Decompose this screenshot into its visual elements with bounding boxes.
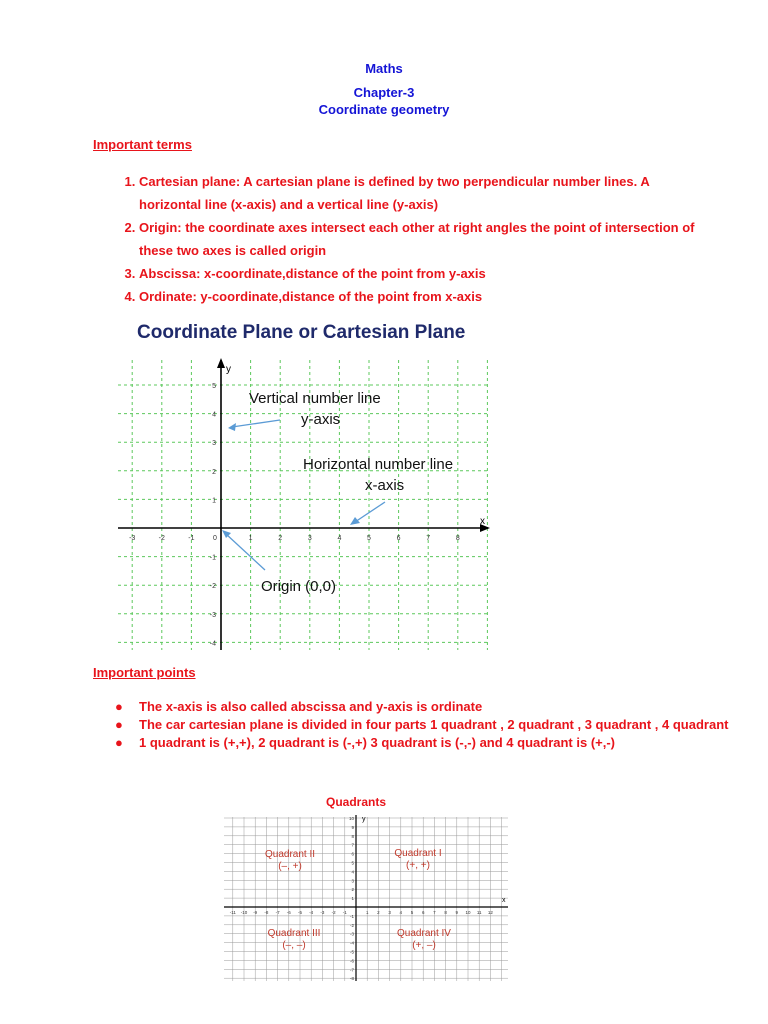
horizontal-arrow-icon — [350, 517, 360, 525]
figure1-y-tick-labels — [210, 383, 216, 647]
origin-arrow-line — [226, 534, 265, 570]
y-axis-arrowhead-icon — [217, 358, 225, 368]
figure2-y-letter: y — [362, 816, 366, 823]
y-tick-label: 1 — [212, 497, 216, 505]
x-tick-label: -3 — [129, 535, 136, 542]
point-item: ● 1 quadrant is (+,+), 2 quadrant is (-,+) 3 quadrant is (-,-) and 4 quadrant is (+,-) — [115, 735, 616, 750]
bullet-icon: ● — [115, 699, 123, 714]
y-tick-label: -3 — [349, 931, 354, 937]
y-tick-label: 2 — [212, 468, 216, 476]
x-tick-label: -9 — [253, 910, 258, 915]
x-tick-label: 2 — [377, 910, 380, 915]
x-tick-label: 9 — [455, 910, 459, 915]
important-points-heading: Important points — [93, 665, 196, 680]
x-tick-label: -1 — [188, 535, 195, 542]
horizontal-arrow-line — [355, 502, 385, 522]
y-tick-label: 7 — [351, 842, 354, 848]
bullet-icon: ● — [115, 735, 123, 750]
x-tick-label: 1 — [248, 535, 253, 542]
y-tick-label: 10 — [348, 816, 354, 821]
x-tick-label: 8 — [455, 535, 460, 542]
quadrant-1-sign: (+, +) — [406, 860, 430, 871]
quadrant-3-sign: (–, –) — [282, 940, 306, 951]
important-terms-heading: Important terms — [93, 137, 192, 152]
figure1-x-letter: x — [480, 516, 485, 527]
x-tick-label: -2 — [158, 535, 165, 542]
y-tick-label: -2 — [209, 583, 216, 591]
x-tick-label: 7 — [433, 910, 436, 915]
x-tick-label: 6 — [396, 535, 401, 542]
x-tick-label: 2 — [278, 535, 283, 542]
y-tick-label: -2 — [349, 922, 354, 928]
y-tick-label: -4 — [209, 640, 216, 648]
y-tick-label: -8 — [349, 976, 354, 982]
y-tick-label: 8 — [351, 833, 354, 839]
y-tick-label: 2 — [351, 887, 354, 893]
y-tick-label: -1 — [209, 554, 216, 562]
y-tick-label: -7 — [349, 967, 354, 973]
y-tick-label: 3 — [212, 440, 216, 448]
figure2-grid — [224, 817, 508, 981]
figure1-title: Coordinate Plane or Cartesian Plane — [137, 322, 466, 343]
y-tick-label: 1 — [351, 896, 354, 902]
x-tick-label: -1 — [342, 910, 347, 915]
vertical-arrow-line — [232, 420, 280, 427]
y-tick-label: 3 — [351, 878, 354, 884]
x-tick-label: 8 — [444, 910, 447, 915]
horizontal-line-annotation-sub: x-axis — [365, 477, 405, 494]
vertical-line-annotation-sub: y-axis — [301, 411, 341, 428]
y-tick-label: -4 — [349, 940, 354, 946]
y-tick-label: -1 — [349, 913, 354, 919]
term-cartesian-plane: 1. Cartesian plane: A cartesian plane is defined by two perpendicular number lines. A horizontal line (x-axis) and a vertical line (y-axis) — [139, 170, 699, 216]
y-tick-label: 4 — [351, 869, 354, 875]
figure1-x-tick-labels — [129, 535, 460, 542]
x-tick-label: -5 — [297, 910, 303, 915]
quadrant-2-sign: (–, +) — [278, 861, 302, 872]
y-tick-label: 6 — [351, 851, 354, 857]
x-tick-label: -4 — [309, 910, 314, 915]
x-tick-label: 1 — [365, 910, 369, 915]
quadrant-3-label: Quadrant III — [267, 928, 321, 939]
y-tick-label: -5 — [349, 949, 354, 955]
subject-title: Maths — [365, 61, 403, 76]
bullet-icon: ● — [115, 717, 123, 732]
x-tick-label: 4 — [337, 535, 342, 542]
figure2-x-letter: x — [502, 897, 506, 904]
x-tick-label: 12 — [487, 910, 493, 915]
quadrant-2-label: Quadrant II — [264, 849, 316, 860]
term-origin: 2. Origin: the coordinate axes intersect each other at right angles the point of intersection of these two axes is called origin — [139, 216, 699, 262]
origin-annotation: Origin (0,0) — [261, 578, 337, 595]
x-tick-label: 3 — [307, 535, 312, 542]
term-abscissa: 3. Abscissa: x-coordinate,distance of the point from y-axis — [139, 262, 699, 285]
vertical-arrow-icon — [228, 423, 236, 431]
y-tick-label: 9 — [351, 824, 354, 830]
term-ordinate: 4. Ordinate: y-coordinate,distance of the point from x-axis — [139, 285, 699, 308]
x-tick-label: -3 — [320, 910, 325, 915]
quadrant-4-sign: (+, –) — [412, 940, 436, 951]
cartesian-plane-figure — [110, 312, 510, 657]
y-tick-label: 5 — [351, 860, 354, 866]
figure2-title: Quadrants — [325, 795, 387, 809]
x-tick-label: -8 — [264, 910, 269, 915]
x-tick-label: -6 — [286, 910, 291, 915]
vertical-line-annotation: Vertical number line — [249, 390, 381, 407]
quadrants-figure — [220, 793, 515, 983]
x-tick-label: 6 — [421, 910, 425, 915]
x-tick-label: -10 — [240, 910, 248, 915]
x-tick-label: 0 — [213, 535, 217, 542]
x-tick-label: 5 — [410, 910, 414, 915]
x-tick-label: -2 — [331, 910, 336, 915]
point-item: ● The car cartesian plane is divided in four parts 1 quadrant , 2 quadrant , 3 quadrant , 4 quadrant — [115, 717, 729, 732]
x-tick-label: 10 — [465, 910, 471, 915]
x-tick-label: 7 — [426, 535, 431, 542]
point-item: ● The x-axis is also called abscissa and y-axis is ordinate — [115, 699, 483, 714]
horizontal-line-annotation: Horizontal number line — [303, 456, 454, 473]
figure1-y-letter: y — [226, 364, 231, 375]
important-points-list — [93, 698, 729, 752]
quadrant-1-label: Quadrant I — [394, 848, 442, 859]
x-tick-label: 4 — [399, 910, 403, 915]
topic-title: Coordinate geometry — [318, 102, 450, 117]
x-tick-label: 5 — [367, 535, 371, 542]
y-tick-label: 4 — [212, 411, 216, 419]
x-tick-label: -11 — [229, 910, 236, 915]
x-tick-label: -7 — [275, 910, 280, 915]
y-tick-label: 5 — [212, 383, 216, 390]
y-tick-label: -6 — [349, 958, 354, 964]
quadrant-4-label: Quadrant IV — [397, 928, 451, 939]
x-tick-label: 3 — [388, 910, 391, 915]
figure2-tick-labels — [230, 816, 494, 981]
important-terms-list — [93, 170, 699, 308]
x-tick-label: 11 — [476, 910, 482, 915]
chapter-title: Chapter-3 — [353, 85, 415, 100]
y-tick-label: -3 — [209, 611, 216, 619]
